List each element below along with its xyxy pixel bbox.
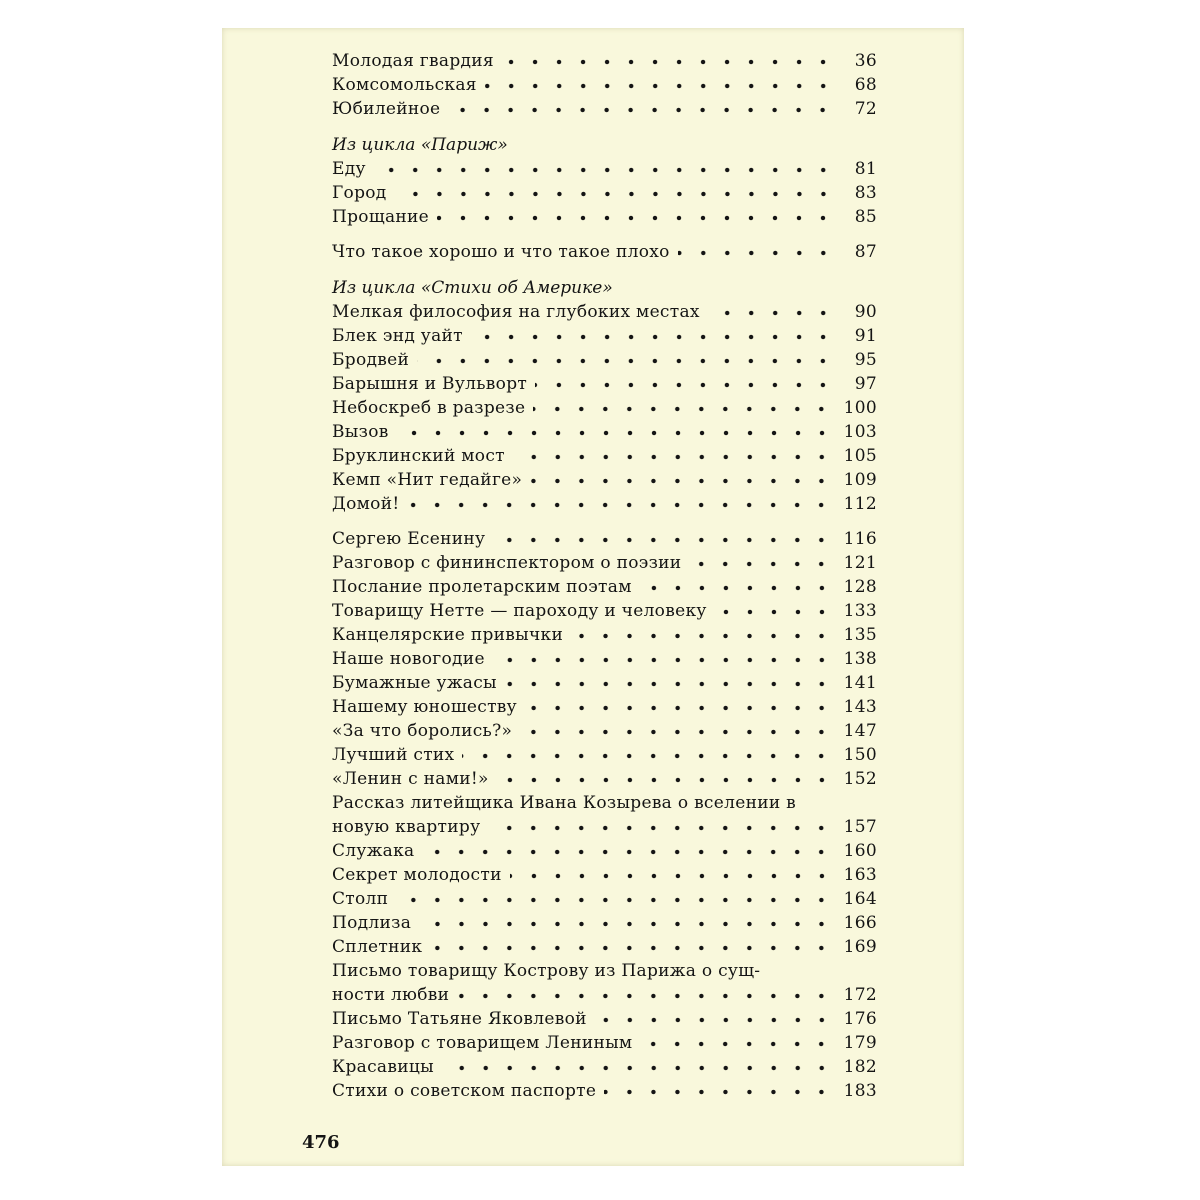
toc-entry [332, 155, 877, 179]
dot-leader [604, 1089, 833, 1095]
toc-entry [332, 693, 877, 717]
entry-page-number: 152 [843, 769, 877, 789]
entry-title: Комсомольская [332, 75, 477, 95]
toc-entry [332, 861, 877, 885]
entry-title: Лучший стих [332, 745, 455, 765]
entry-title: Еду [332, 159, 366, 179]
toc-entry [332, 370, 877, 394]
toc-entry [332, 669, 877, 693]
entry-title: Мелкая философия на глубоких местах [332, 302, 700, 322]
entry-page-number: 72 [854, 99, 877, 119]
entry-title: Молодая гвардия [332, 51, 494, 71]
dot-leader [525, 705, 834, 711]
entry-title: Домой! [332, 494, 400, 514]
toc-entry [332, 346, 877, 370]
toc-entry [332, 837, 877, 861]
entry-page-number: 100 [843, 398, 877, 418]
toc-entry [332, 885, 877, 909]
dot-leader [708, 310, 835, 316]
dot-leader [533, 406, 833, 412]
entry-title: Рассказ литейщика Ивана Козырева о вселении в [332, 793, 797, 813]
entry-title: Красавицы [332, 1057, 434, 1077]
entry-page-number: 141 [843, 673, 877, 693]
toc-entry [332, 645, 877, 669]
entry-title: Стихи о советском паспорте [332, 1081, 597, 1101]
entry-page-number: 91 [854, 326, 877, 346]
entry-title: Секрет молодости [332, 865, 502, 885]
dot-leader [520, 729, 833, 735]
entry-title: Вызов [332, 422, 389, 442]
entry-page-number: 164 [843, 889, 877, 909]
toc-entry [332, 418, 877, 442]
entry-title: Что такое хорошо и что такое плохо [332, 242, 670, 262]
dot-leader [419, 921, 833, 927]
entry-title: Письмо Татьяне Яковлевой [332, 1009, 587, 1029]
entry-page-number: 128 [843, 577, 877, 597]
entry-page-number: 166 [843, 913, 877, 933]
dot-leader [510, 873, 834, 879]
entry-title: Город [332, 183, 387, 203]
toc-entry [332, 741, 877, 765]
entry-page-number: 160 [843, 841, 877, 861]
entry-title: Барышня и Вульворт [332, 374, 528, 394]
dot-leader [395, 191, 835, 197]
dot-leader [678, 250, 835, 256]
dot-leader [488, 825, 833, 831]
entry-page-number: 150 [843, 745, 877, 765]
dot-leader [640, 1041, 833, 1047]
dot-leader [471, 334, 835, 340]
toc-entry [332, 765, 877, 789]
dot-leader [485, 83, 835, 89]
entry-page-number: 105 [843, 446, 877, 466]
entry-title: Бумажные ужасы [332, 673, 497, 693]
toc-entry [332, 573, 877, 597]
dot-leader [442, 1065, 834, 1071]
toc-entry [332, 549, 877, 573]
dot-leader [715, 609, 834, 615]
dot-leader [505, 681, 834, 687]
dot-leader [502, 59, 835, 65]
toc-entry [332, 47, 877, 71]
entry-title: Кемп «Нит гедайге» [332, 470, 523, 490]
dot-leader [571, 633, 834, 639]
toc-entry [332, 1029, 877, 1053]
dot-leader [422, 849, 833, 855]
toc-entry [332, 179, 877, 203]
entry-page-number: 121 [843, 553, 877, 573]
entry-page-number: 135 [843, 625, 877, 645]
entry-title: Канцелярские привычки [332, 625, 564, 645]
entry-title: Разговор с товарищем Лениным [332, 1033, 633, 1053]
dot-leader [497, 777, 834, 783]
toc-entry [332, 813, 877, 837]
entry-title: «За что боролись?» [332, 721, 513, 741]
dot-leader [513, 454, 834, 460]
entry-page-number: 97 [854, 374, 877, 394]
entry-title: Наше новогодие [332, 649, 485, 669]
dot-leader [535, 382, 835, 388]
entry-page-number: 169 [843, 937, 877, 957]
toc-entry [332, 909, 877, 933]
toc-entry [332, 95, 877, 119]
dot-leader [493, 537, 833, 543]
entry-page-number: 147 [843, 721, 877, 741]
table-of-contents [332, 47, 877, 1101]
entry-title: Разговор с фининспектором о поэзии [332, 553, 682, 573]
entry-title: Послание пролетарским поэтам [332, 577, 632, 597]
dot-leader [397, 430, 834, 436]
dot-leader [437, 215, 835, 221]
entry-page-number: 182 [843, 1057, 877, 1077]
toc-entry [332, 442, 877, 466]
entry-title: Служака [332, 841, 415, 861]
group-spacer [332, 514, 877, 525]
entry-page-number: 83 [854, 183, 877, 203]
entry-page-number: 176 [843, 1009, 877, 1029]
section-heading: Из цикла «Стихи об Америке» [332, 278, 613, 298]
toc-entry [332, 621, 877, 645]
entry-page-number: 143 [843, 697, 877, 717]
entry-title: Небоскреб в разрезе [332, 398, 526, 418]
section-heading: Из цикла «Париж» [332, 135, 508, 155]
entry-page-number: 138 [843, 649, 877, 669]
toc-entry [332, 1077, 877, 1101]
entry-title: Бродвей [332, 350, 410, 370]
toc-entry [332, 203, 877, 227]
entry-title: Письмо товарищу Кострову из Парижа о сущ- [332, 961, 761, 981]
dot-leader [430, 945, 833, 951]
dot-leader [417, 358, 835, 364]
toc-entry [332, 1053, 877, 1077]
toc-entry [332, 717, 877, 741]
toc-entry [332, 298, 877, 322]
group-spacer [332, 227, 877, 238]
entry-title: Сплетник [332, 937, 423, 957]
dot-leader [457, 993, 833, 999]
entry-page-number: 87 [854, 242, 877, 262]
entry-page-number: 163 [843, 865, 877, 885]
page-number: 476 [302, 1132, 340, 1153]
entry-page-number: 133 [843, 601, 877, 621]
entry-title: Прощание [332, 207, 430, 227]
dot-leader [689, 561, 833, 567]
entry-title: Блек энд уайт [332, 326, 463, 346]
entry-page-number: 103 [843, 422, 877, 442]
toc-entry [332, 394, 877, 418]
entry-page-number: 157 [843, 817, 877, 837]
entry-page-number: 116 [843, 529, 877, 549]
entry-title: Товарищу Нетте — пароходу и человеку [332, 601, 707, 621]
entry-page-number: 172 [843, 985, 877, 1005]
toc-entry [332, 981, 877, 1005]
dot-leader [493, 657, 834, 663]
toc-entry [332, 933, 877, 957]
entry-title: Подлиза [332, 913, 412, 933]
entry-title: ности любви [332, 985, 450, 1005]
toc-entry-line [332, 957, 877, 981]
entry-page-number: 95 [854, 350, 877, 370]
entry-page-number: 90 [854, 302, 877, 322]
toc-entry [332, 238, 877, 262]
entry-page-number: 85 [854, 207, 877, 227]
dot-leader [640, 585, 834, 591]
entry-page-number: 68 [854, 75, 877, 95]
toc-entry [332, 1005, 877, 1029]
toc-entry [332, 322, 877, 346]
entry-title: Нашему юношеству [332, 697, 517, 717]
entry-page-number: 179 [843, 1033, 877, 1053]
entry-page-number: 81 [854, 159, 877, 179]
entry-page-number: 36 [854, 51, 877, 71]
entry-page-number: 183 [843, 1081, 877, 1101]
entry-title: Юбилейное [332, 99, 441, 119]
toc-entry-line [332, 789, 877, 813]
dot-leader [530, 478, 833, 484]
toc-entry [332, 466, 877, 490]
entry-page-number: 109 [843, 470, 877, 490]
entry-title: Столп [332, 889, 389, 909]
dot-leader [448, 107, 835, 113]
toc-entry [332, 597, 877, 621]
entry-title: Сергею Есенину [332, 529, 486, 549]
entry-title: «Ленин с нами!» [332, 769, 489, 789]
dot-leader [396, 897, 833, 903]
dot-leader [462, 753, 833, 759]
dot-leader [374, 167, 835, 173]
dot-leader [595, 1017, 834, 1023]
toc-entry [332, 490, 877, 514]
entry-page-number: 112 [843, 494, 877, 514]
toc-entry [332, 525, 877, 549]
entry-title: Бруклинский мост [332, 446, 505, 466]
entry-title: новую квартиру [332, 817, 481, 837]
toc-entry [332, 71, 877, 95]
dot-leader [407, 502, 833, 508]
book-page [222, 28, 964, 1166]
